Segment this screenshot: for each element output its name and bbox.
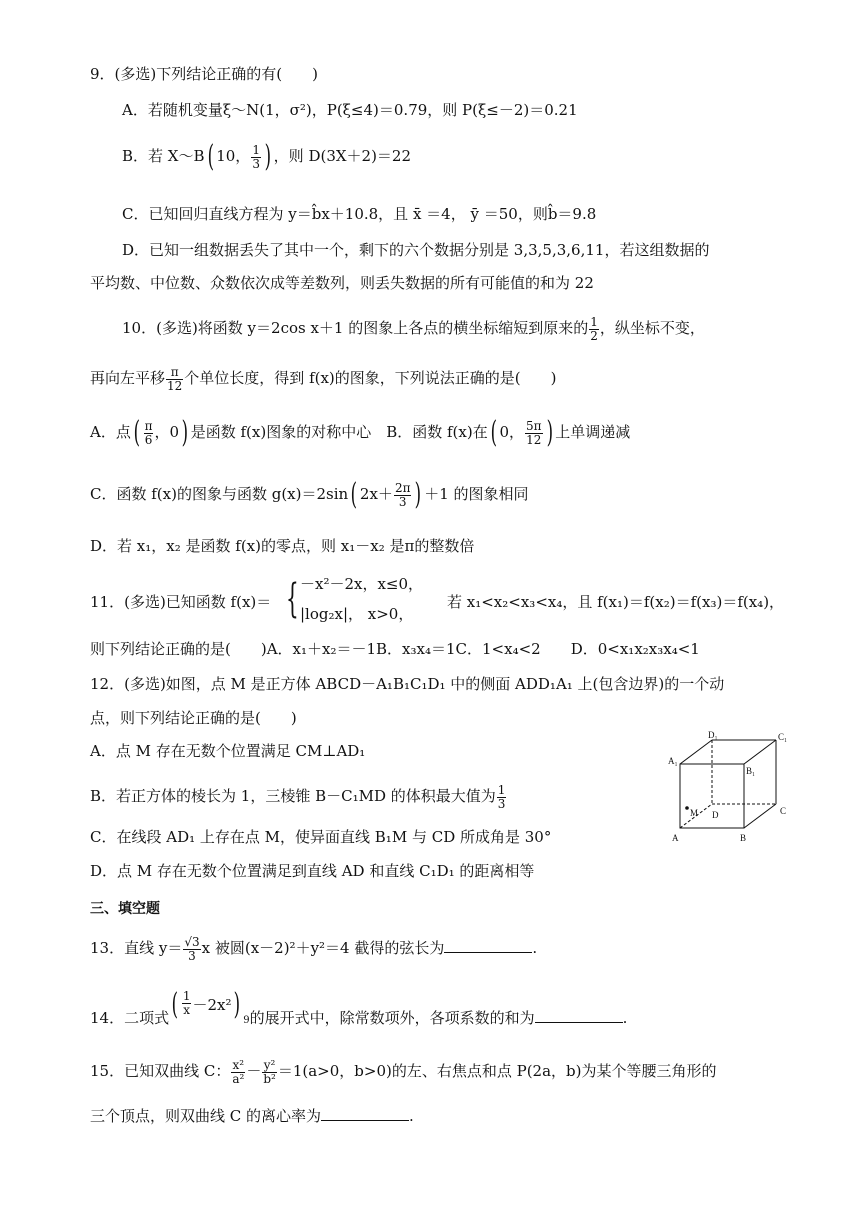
answer-blank[interactable] bbox=[444, 938, 532, 953]
q14-mid: －2x² bbox=[192, 996, 232, 1014]
label-a: A bbox=[672, 833, 679, 843]
q11-case1: －x²－2x，x≤0， bbox=[300, 575, 424, 593]
cube-figure bbox=[668, 728, 798, 850]
q9-option-a: A．若随机变量ξ～N(1，σ²)，P(ξ≤4)＝0.79，则 P(ξ≤－2)＝0.21 bbox=[122, 101, 578, 119]
answer-blank[interactable] bbox=[535, 1008, 623, 1023]
q11-options: 则下列结论正确的是( )A．x₁＋x₂＝－1B．x₃x₄＝1C．1<x₄<2 D．0<x₁x₂x₃x₄<1 bbox=[90, 640, 700, 658]
q10-stem-b: ，纵坐标不变， bbox=[599, 319, 705, 337]
q10-stem-a: 10．(多选)将函数 y＝2cos x＋1 的图象上各点的横坐标缩短到原来的 bbox=[122, 319, 589, 337]
q9-stem: 9．(多选)下列结论正确的有( ) bbox=[90, 65, 318, 83]
q10-b-post: 上单调递减 bbox=[555, 423, 631, 441]
q10-c-in: 2x＋ bbox=[359, 485, 393, 503]
q10-line2-b: 个单位长度，得到 f(x)的图象，下列说法正确的是( ) bbox=[184, 369, 557, 387]
q13 bbox=[90, 926, 537, 970]
answer-blank[interactable] bbox=[321, 1106, 409, 1121]
q15-pre: 15．已知双曲线 C： bbox=[90, 1062, 231, 1080]
q14-exp: 9 bbox=[243, 1015, 250, 1026]
paren: ) bbox=[546, 415, 553, 450]
paren: ) bbox=[264, 139, 272, 174]
q10-stem bbox=[122, 308, 705, 348]
paren: ( bbox=[171, 987, 179, 1022]
cube-edge bbox=[744, 740, 776, 764]
q9-b-ten: 10， bbox=[216, 147, 251, 165]
q10-c-pre: C．函数 f(x)的图象与函数 g(x)＝2sin bbox=[90, 485, 349, 503]
q11-case2: |log₂x|， x>0， bbox=[300, 605, 414, 623]
fraction: $\frac{5\pi}{12}$ bbox=[525, 418, 542, 447]
label-b: B bbox=[740, 833, 747, 843]
fraction: $\frac{1}{3}$ bbox=[252, 142, 260, 171]
q9-option-c: C．已知回归直线方程为 y＝b̂x＋10.8，且 x̄ ＝4， ȳ ＝50，则b̂＝9.8 bbox=[122, 205, 597, 223]
q10-a-pre: A．点 bbox=[90, 423, 131, 441]
section-title: 三、填空题 bbox=[90, 901, 160, 917]
q14 bbox=[90, 987, 628, 1040]
q14-end: . bbox=[622, 1009, 628, 1027]
q9-b-post: ，则 D(3X＋2)＝22 bbox=[273, 147, 412, 165]
q10-c-post: ＋1 的图象相同 bbox=[424, 485, 529, 503]
q15-post: ＝1(a>0，b>0)的左、右焦点和点 P(2a，b)为某个等腰三角形的 bbox=[277, 1062, 717, 1080]
q12-option-b bbox=[90, 774, 507, 818]
q9-option-b bbox=[122, 134, 411, 178]
q10-option-d: D．若 x₁，x₂ 是函数 f(x)的零点，则 x₁－x₂ 是π的整数倍 bbox=[90, 537, 475, 555]
paren: ( bbox=[350, 477, 358, 512]
q10-a-zero: ，0 bbox=[154, 423, 179, 441]
q11-stem-text: 11．(多选)已知函数 f(x)＝ bbox=[90, 593, 272, 611]
q10-options-ab bbox=[90, 410, 630, 454]
q14-pre: 14．二项式 bbox=[90, 1009, 170, 1027]
brace: { bbox=[286, 576, 299, 622]
cube-edge bbox=[744, 804, 776, 828]
q13-pre: 13．直线 y＝ bbox=[90, 939, 183, 957]
q15-line2 bbox=[90, 1106, 414, 1126]
label-c: C bbox=[780, 806, 787, 816]
fraction: $\frac{\pi}{12}$ bbox=[167, 364, 183, 393]
q9-b-pre: B．若 X～B bbox=[122, 147, 205, 165]
paren: ) bbox=[181, 415, 189, 450]
q12-option-c: C．在线段 AD₁ 上存在点 M，使异面直线 B₁M 与 CD 所成角是 30° bbox=[90, 828, 552, 846]
point-m bbox=[685, 806, 689, 810]
label-c1: C₁ bbox=[778, 732, 788, 742]
q12-b-pre: B．若正方体的棱长为 1，三棱锥 B－C₁MD 的体积最大值为 bbox=[90, 787, 496, 805]
q10-line2-a: 再向左平移 bbox=[90, 369, 166, 387]
fraction: $\frac{1}{x}$ bbox=[182, 989, 191, 1017]
fraction: $\frac{\pi}{6}$ bbox=[144, 418, 153, 447]
paren: ( bbox=[490, 415, 497, 450]
paren: ) bbox=[234, 987, 241, 1022]
paren: ) bbox=[415, 477, 422, 512]
fraction: $\frac{1}{3}$ bbox=[497, 782, 506, 811]
q15-line2-text: 三个顶点，则双曲线 C 的离心率为 bbox=[90, 1107, 322, 1125]
q12-option-d: D．点 M 存在无数个位置满足到直线 AD 和直线 C₁D₁ 的距离相等 bbox=[90, 862, 535, 880]
q12-option-a: A．点 M 存在无数个位置满足 CM⊥AD₁ bbox=[90, 742, 366, 760]
fraction: $\frac{2\pi}{3}$ bbox=[394, 480, 411, 509]
paren: ( bbox=[133, 415, 140, 450]
q9-option-d-line1: D．已知一组数据丢失了其中一个，剩下的六个数据分别是 3,3,5,3,6,11，若这组数据的 bbox=[122, 241, 710, 259]
fraction: $\frac{√3}{3}$ bbox=[184, 934, 200, 963]
label-m: M bbox=[690, 808, 699, 818]
q11-cond: 若 x₁<x₂<x₃<x₄，且 f(x₁)＝f(x₂)＝f(x₃)＝f(x₄)， bbox=[447, 593, 785, 611]
q10-option-c bbox=[90, 472, 529, 516]
q15-minus: － bbox=[246, 1062, 262, 1080]
q10-b-zero: 0， bbox=[499, 423, 524, 441]
label-d1: D₁ bbox=[708, 730, 718, 740]
q14-post: 的展开式中，除常数项外，各项系数的和为 bbox=[249, 1009, 535, 1027]
q12-stem-line2: 点，则下列结论正确的是( ) bbox=[90, 709, 297, 727]
q13-end: . bbox=[532, 939, 538, 957]
cube-edge bbox=[680, 740, 712, 764]
q15 bbox=[90, 1049, 717, 1093]
q10-a-post: 是函数 f(x)图象的对称中心 B．函数 f(x)在 bbox=[190, 423, 488, 441]
q13-post: x 被圆(x－2)²＋y²＝4 截得的弦长为 bbox=[201, 939, 445, 957]
q10-stem-line2 bbox=[90, 358, 557, 398]
label-a1: A₁ bbox=[668, 756, 678, 766]
label-b1: B₁ bbox=[746, 766, 756, 776]
q12-stem-line1: 12．(多选)如图，点 M 是正方体 ABCD－A₁B₁C₁D₁ 中的侧面 ADD₁A₁ 上(包含边界)的一个动 bbox=[90, 675, 725, 693]
q15-end: . bbox=[409, 1107, 414, 1125]
q9-option-d-line2: 平均数、中位数、众数依次成等差数列，则丢失数据的所有可能值的和为 22 bbox=[90, 274, 594, 292]
fraction: $\frac{\text{x²}}{\text{a²}}$ bbox=[232, 1057, 245, 1086]
fraction: $\frac{\text{y²}}{\text{b²}}$ bbox=[263, 1057, 276, 1086]
paren: ( bbox=[207, 139, 214, 174]
fraction: $\frac{1}{2}$ bbox=[590, 314, 598, 343]
label-d: D bbox=[712, 810, 719, 820]
